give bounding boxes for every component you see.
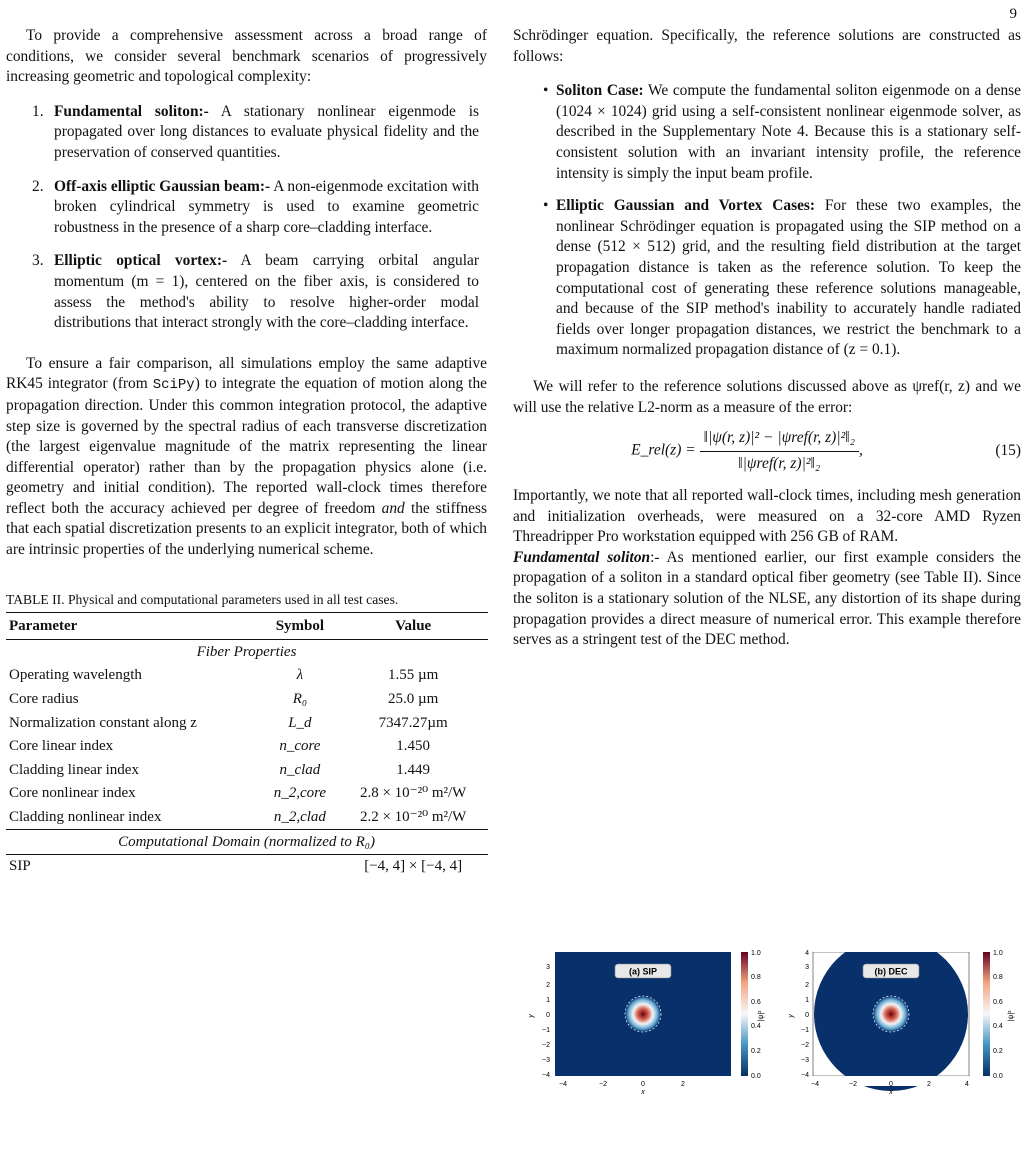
colorbar: [741, 952, 748, 1076]
y-tick: 0: [546, 1012, 550, 1019]
y-ticks: [801, 950, 809, 1079]
cbar-tick: 0.8: [751, 974, 761, 981]
table-cell: R₀: [292, 690, 308, 707]
equation-fraction: [700, 428, 859, 474]
cbar-tick: 0.6: [993, 999, 1003, 1006]
cbar-tick: 0.4: [993, 1023, 1003, 1030]
table-cell: Core nonlinear index: [9, 785, 136, 802]
table-section-title: Computational Domain (normalized to R₀): [6, 830, 488, 855]
error-paragraph: We will refer to the reference solutions discussed above as ψref(r, z) and we will use the relative L2-norm as a measure of the error:: [513, 377, 1021, 416]
list-item: [6, 177, 487, 239]
table-row: [6, 854, 488, 878]
table-cell: n_2,clad: [273, 808, 326, 825]
table-header: Value: [339, 612, 488, 640]
table-row: [6, 735, 488, 759]
cbar-tick: 0.4: [751, 1023, 761, 1030]
table-cell: λ: [296, 667, 304, 684]
panel-label: (b) DEC: [874, 966, 908, 977]
table-cell: Operating wavelength: [9, 667, 142, 684]
y-tick: 2: [805, 982, 809, 989]
y-ticks: [542, 964, 550, 1079]
table-cell: Core radius: [9, 690, 79, 707]
table-cell: Cladding nonlinear index: [9, 808, 162, 825]
table-row: [6, 664, 488, 688]
hardware-paragraph: Importantly, we note that all reported wall-clock times, including mesh generation and initialization overheads, were measured on a 32-core AMD Ryzen Threadripper Pro workstation equipped with 256 GB of RAM.: [513, 487, 1021, 546]
x-tick: −4: [811, 1081, 819, 1088]
y-tick: 4: [805, 950, 809, 957]
colorbar: [983, 952, 990, 1076]
intro-paragraph: To provide a comprehensive assessment across a broad range of conditions, we consider several benchmark scenarios of progressively increasing geometric and topological complexity:: [6, 27, 487, 86]
table-row: [6, 711, 488, 735]
table-section-title: Fiber Properties: [196, 643, 297, 660]
list-title: Fundamental soliton:-: [54, 102, 209, 120]
list-text: A non-eigenmode excitation with broken cylindrical symmetry is used to examine geometric robustness in the presence of a sharp core–cladding interface.: [54, 177, 480, 236]
bullet-icon: •: [543, 82, 549, 100]
equation-denominator: ‖|ψref(r, z)|²‖₂: [738, 454, 821, 472]
y-tick: −1: [801, 1027, 809, 1034]
list-item: [513, 196, 1021, 361]
x-ticks: [559, 1081, 685, 1088]
x-tick: 0: [889, 1081, 893, 1088]
soliton-figure: [513, 944, 1021, 1094]
y-tick: −1: [542, 1027, 550, 1034]
y-tick: −4: [542, 1072, 550, 1079]
table-cell: n_core: [279, 738, 321, 755]
panel-label: (a) SIP: [628, 966, 658, 977]
text-run: :- As mentioned earlier, our first example considers the propagation of a soliton in a standard optical fiber geometry (see Table II). Since the soliton is a stationary solution of the NLSE, any distortion of its shape during propagation provides a direct measure of numerical error. This example therefore serves as a stringent test of the DEC method.: [513, 548, 1021, 649]
cbar-tick: 0.6: [751, 999, 761, 1006]
page-number: 9: [1009, 6, 1017, 22]
y-tick: −4: [801, 1072, 809, 1079]
y-tick: 2: [546, 982, 550, 989]
emphasis-text: and: [381, 499, 405, 517]
left-column: [6, 26, 487, 878]
table-cell: n_2,core: [273, 785, 327, 802]
table-cell: [261, 854, 339, 878]
cbar-tick: 1.0: [751, 950, 761, 957]
x-label: x: [889, 1089, 893, 1094]
cbar-tick: 0.2: [751, 1048, 761, 1055]
table-cell: n_clad: [279, 761, 321, 778]
table-cell: 1.449: [396, 761, 431, 778]
y-tick: −3: [542, 1057, 550, 1064]
y-tick: −2: [542, 1042, 550, 1049]
mask: [813, 944, 969, 952]
x-label: x: [641, 1089, 645, 1094]
table-cell: 2.8 × 10⁻²⁰ m²/W: [359, 785, 467, 802]
cbar-tick: 0.0: [993, 1073, 1003, 1080]
table-cell: Core linear index: [9, 738, 114, 755]
equation-lhs: E_rel(z) =: [631, 441, 696, 459]
list-text: A beam carrying orbital angular momentum (m = 1), centered on the fiber axis, is considered to assess the method's ability to resolve higher-order modal distributions that interact strongly with the core–cladding interface.: [54, 252, 479, 332]
y-tick: 1: [805, 997, 809, 1004]
x-tick: 0: [641, 1081, 645, 1088]
list-title: Elliptic optical vortex:-: [54, 252, 228, 270]
y-tick: 3: [546, 964, 550, 971]
y-tick: 3: [805, 964, 809, 971]
integration-paragraph: [6, 354, 487, 561]
colorbar-label: |ψ|²: [1008, 1010, 1015, 1022]
right-intro: Schrödinger equation. Specifically, the reference solutions are constructed as follows:: [513, 27, 1021, 65]
y-tick: −3: [801, 1057, 809, 1064]
soliton-spot: [873, 996, 909, 1032]
table-header: Parameter: [6, 612, 261, 640]
cbar-tick: 1.0: [993, 950, 1003, 957]
text-run: ) to integrate the equation of motion along the propagation direction. Under this common integration protocol, the adaptive step size is governed by the spectral radius of each transverse discretization (the largest eigenvalue magnitude of the matrix representing the linear differential operator) rather than by the propagation physics alone (i.e. geometry and initial condition). The reported wall-clock times therefore reflect both the accuracy achieved per degree of freedom: [6, 375, 487, 517]
y-tick: 0: [805, 1012, 809, 1019]
code-text: SciPy: [152, 377, 195, 394]
x-tick: −4: [559, 1081, 567, 1088]
equation-label: (15): [995, 441, 1021, 459]
list-number: 3.: [32, 252, 44, 270]
equation-body: E_rel(z) = $\frac{\text{‖|ψ(r, z)|² − |ψref(r, z)|²‖₂}}{\text{‖|ψref(r, z)|²‖₂}}$ ,: [513, 428, 981, 474]
panel-b: [788, 944, 1015, 1094]
x-tick: 2: [681, 1081, 685, 1088]
list-text: For these two examples, the nonlinear Schrödinger equation is propagated using the SIP method on a dense (512 × 512) grid, and the resulting field distribution at the target propagation distance is taken as the reference solution. To keep the computational cost of generating these reference solutions manageable, and because of the SIP method's inability to accurately handle radiated fields over longer propagation distances, we restrict the benchmark to a maximum normalized propagation distance of (z = 0.1).: [556, 197, 1021, 359]
list-text: A stationary nonlinear eigenmode is propagated over long distances to evaluate physical fidelity and the preservation of conserved quantities.: [54, 102, 479, 161]
list-number: 2.: [32, 177, 44, 195]
cbar-tick: 0.8: [993, 974, 1003, 981]
table-caption: TABLE II. Physical and computational parameters used in all test cases.: [6, 591, 399, 607]
y-tick: −2: [801, 1042, 809, 1049]
table-cell: [−4, 4] × [−4, 4]: [364, 858, 463, 875]
x-tick: −2: [849, 1081, 857, 1088]
list-text: We compute the fundamental soliton eigenmode on a dense (1024 × 1024) grid using a self-consistent nonlinear eigenmode solver, as described in the Supplementary Note 4. Because this is a stationary self-consistent solution with an invariant intensity profile, the reference intensity is simply the input beam profile.: [556, 82, 1021, 182]
table-row: [6, 758, 488, 782]
table-cell: L_d: [288, 714, 312, 731]
table-row: [6, 687, 488, 711]
cbar-tick: 0.0: [751, 1073, 761, 1080]
list-title: Off-axis elliptic Gaussian beam:-: [54, 177, 271, 195]
section-title: Fundamental soliton: [513, 548, 651, 566]
right-column: [513, 26, 1021, 651]
table-header: Symbol: [261, 612, 339, 640]
table-cell: Normalization constant along z: [9, 714, 197, 731]
list-number: 1.: [32, 102, 44, 120]
y-tick: 1: [546, 997, 550, 1004]
table-cell: 7347.27µm: [378, 714, 448, 731]
list-item: [6, 251, 487, 333]
equation-numerator: ‖|ψ(r, z)|² − |ψref(r, z)|²‖₂: [700, 428, 859, 452]
table-cell: Cladding linear index: [9, 761, 139, 778]
list-item: [6, 102, 487, 164]
soliton-paragraph: [513, 548, 1021, 651]
list-title: Elliptic Gaussian and Vortex Cases:: [556, 197, 816, 215]
table-cell: 25.0 µm: [388, 690, 439, 707]
equation-15: [513, 428, 1021, 474]
text-run: the stiffness that each spatial discretization presents to an explicit integrator, both of which are intrinsic properties of the underlying numerical scheme.: [6, 499, 487, 559]
soliton-spot: [625, 996, 661, 1032]
x-tick: −2: [599, 1081, 607, 1088]
x-tick: 2: [927, 1081, 931, 1088]
x-tick: 4: [965, 1081, 969, 1088]
reference-list: [513, 81, 1021, 361]
table-cell: 2.2 × 10⁻²⁰ m²/W: [359, 808, 467, 825]
list-item: [513, 81, 1021, 184]
table-row: [6, 782, 488, 806]
list-title: Soliton Case:: [556, 82, 644, 100]
y-label: y: [788, 1014, 795, 1018]
panel-a: [528, 950, 765, 1094]
cbar-tick: 0.2: [993, 1048, 1003, 1055]
text-run: To ensure a fair comparison, all simulations employ the same adaptive RK45 integrator (from: [6, 354, 487, 393]
parameter-table: [6, 612, 488, 879]
table-cell: 1.55 µm: [388, 667, 439, 684]
scenario-list: [6, 102, 487, 334]
colorbar-label: |ψ|²: [758, 1010, 765, 1022]
colorbar-ticks: [993, 950, 1003, 1080]
bullet-icon: •: [543, 197, 549, 215]
figure-svg: [513, 944, 1021, 1094]
table-row: [6, 805, 488, 829]
table-cell: SIP: [9, 858, 31, 875]
y-label: y: [528, 1014, 535, 1018]
table-cell: 1.450: [396, 738, 431, 755]
